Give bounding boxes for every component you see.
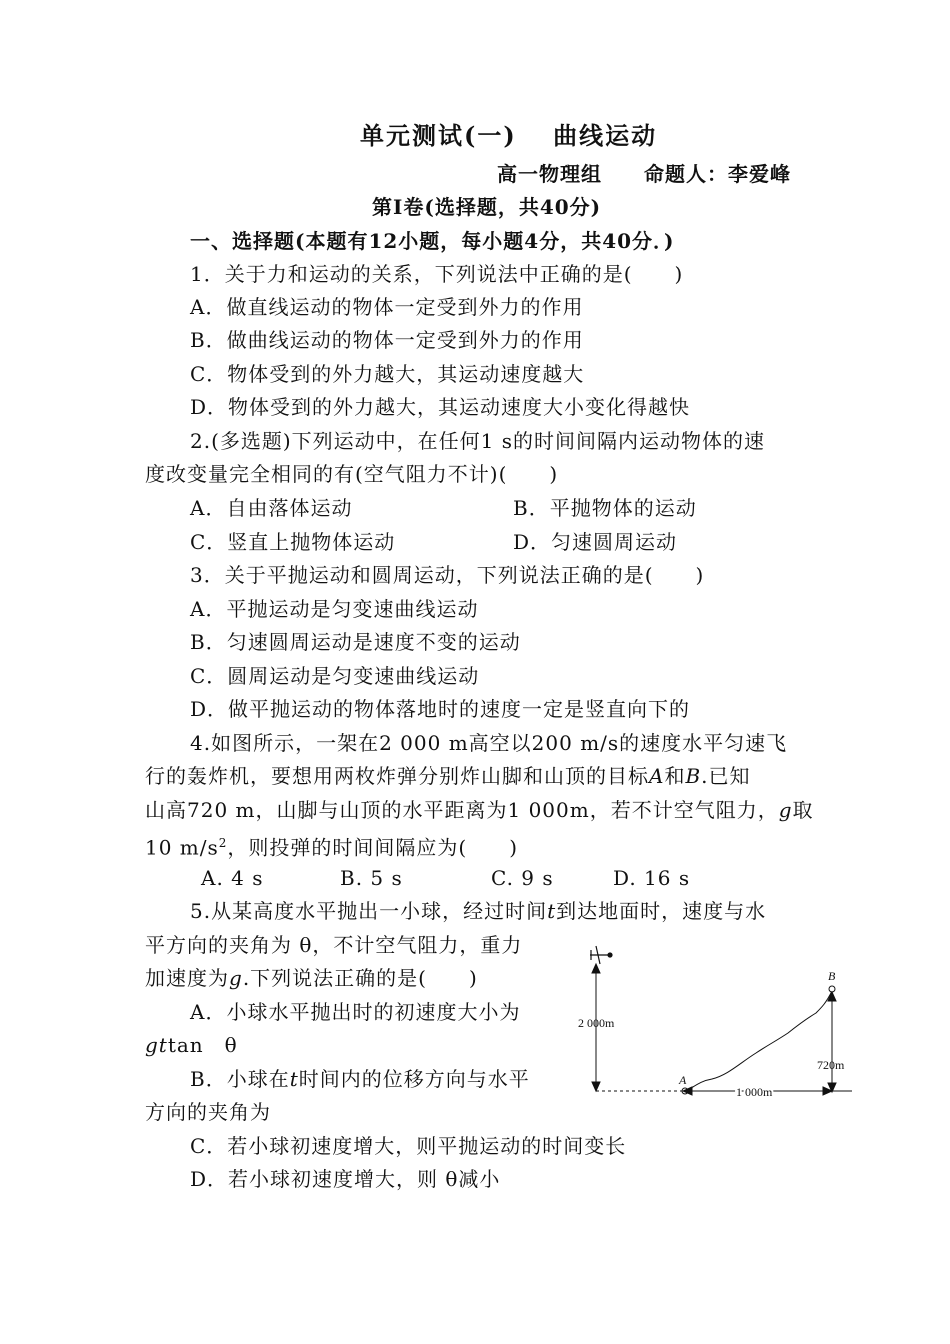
q2-option-b: B．平抛物体的运动 (513, 496, 697, 520)
author-line: 高一物理组 命题人：李爱峰 (497, 162, 791, 186)
q4-stem-tail: .已知 (701, 764, 751, 788)
q5-stem-line3 (145, 964, 478, 992)
q4-stem-line4 (145, 829, 518, 862)
q2-option-d: D．匀速圆周运动 (513, 530, 678, 554)
q3-option-d: D．做平抛运动的物体落地时的速度一定是竖直向下的 (190, 697, 691, 721)
q5-stem-tail: 到达地面时，速度与水 (556, 899, 767, 923)
q5-option-tail: 时间内的位移方向与水平 (298, 1067, 530, 1091)
point-b-label: B (828, 969, 836, 983)
q4-stem-text: 10 m/s (145, 835, 219, 860)
q1-option-c: C．物体受到的外力越大，其运动速度越大 (190, 362, 585, 386)
exponent: 2 (218, 836, 228, 850)
q2-option-c: C．竖直上抛物体运动 (190, 530, 396, 554)
q4-stem-text: 山高720 m，山脚与山顶的水平距离为1 000m，若不计空气阻力， (145, 798, 779, 822)
height-label: 2 000m (578, 1016, 615, 1030)
tan-theta-text: tan θ (167, 1033, 238, 1057)
q5-stem-text: 加速度为 (145, 966, 229, 990)
q5-option-b-line2: 方向的夹角为 (145, 1100, 271, 1124)
q4-option-c: C. 9 s (491, 866, 554, 890)
distance-label: 1 000m (736, 1085, 773, 1099)
q5-option-d: D．若小球初速度增大，则 θ减小 (190, 1167, 501, 1191)
point-a-ref: A (649, 764, 665, 788)
q5-option-b-line1 (190, 1065, 530, 1093)
q4-stem-line2 (145, 762, 751, 790)
q4-option-b: B. 5 s (340, 866, 403, 890)
g-symbol: g (778, 798, 793, 822)
gt-symbol: gt (145, 1033, 168, 1057)
q4-stem-line3 (145, 796, 814, 824)
q2-stem-line2: 度改变量完全相同的有(空气阻力不计)( ) (145, 462, 559, 486)
q5-stem-text: 5.从某高度水平抛出一小球，经过时间 (190, 899, 548, 923)
part-title: 第Ⅰ卷(选择题，共40分) (372, 195, 602, 219)
q5-stem-line2: 平方向的夹角为 θ，不计空气阻力，重力 (145, 933, 523, 957)
bomber-mountain-figure (570, 935, 860, 1110)
and-text: 和 (664, 764, 686, 788)
q3-option-a: A．平抛运动是匀变速曲线运动 (190, 597, 479, 621)
section-title: 一、选择题(本题有12小题，每小题4分，共40分．) (190, 229, 675, 253)
g-symbol: g (229, 966, 243, 990)
q3-stem: 3．关于平抛运动和圆周运动，下列说法正确的是( ) (190, 563, 705, 587)
q5-stem-line1 (190, 897, 766, 925)
q5-option-c: C．若小球初速度增大，则平抛运动的时间变长 (190, 1134, 627, 1158)
t-symbol: t (547, 899, 557, 923)
q5-option-a-line1: A．小球水平抛出时的初速度大小为 (190, 1000, 521, 1024)
q4-option-a: A. 4 s (201, 866, 264, 890)
q4-stem-text: 行的轰炸机，要想用两枚炸弹分别炸山脚和山顶的目标 (145, 764, 649, 788)
q5-option-a-line2 (145, 1031, 238, 1059)
q4-stem-tail: ，则投弹的时间间隔应为( ) (227, 835, 519, 860)
q2-stem-line1: 2.(多选题)下列运动中，在任何1 s的时间间隔内运动物体的速 (190, 429, 766, 453)
t-symbol: t (289, 1067, 299, 1091)
mountain-height-arrow (828, 992, 836, 1092)
q3-option-b: B．匀速圆周运动是速度不变的运动 (190, 630, 521, 654)
mountain-profile (686, 991, 832, 1091)
q1-option-d: D．物体受到的外力越大，其运动速度大小变化得越快 (190, 395, 691, 419)
q1-stem: 1．关于力和运动的关系，下列说法中正确的是( ) (190, 262, 684, 286)
point-a-label: A (679, 1073, 687, 1087)
q5-stem-tail: .下列说法正确的是( ) (242, 966, 478, 990)
q4-stem-line1: 4.如图所示，一架在2 000 m高空以200 m/s的速度水平匀速飞 (190, 731, 788, 755)
q3-option-c: C．圆周运动是匀变速曲线运动 (190, 664, 480, 688)
q5-option-text: B．小球在 (190, 1067, 290, 1091)
q2-option-a: A．自由落体运动 (190, 496, 353, 520)
point-b-ref: B (685, 764, 702, 788)
mountain-height-label: 720m (817, 1058, 845, 1072)
q1-option-b: B．做曲线运动的物体一定受到外力的作用 (190, 328, 584, 352)
q1-option-a: A．做直线运动的物体一定受到外力的作用 (190, 295, 584, 319)
page-title: 单元测试(一) 曲线运动 (360, 121, 658, 150)
airplane-icon (590, 946, 612, 964)
q4-stem-tail: 取 (792, 798, 814, 822)
q4-option-d: D. 16 s (613, 866, 691, 890)
